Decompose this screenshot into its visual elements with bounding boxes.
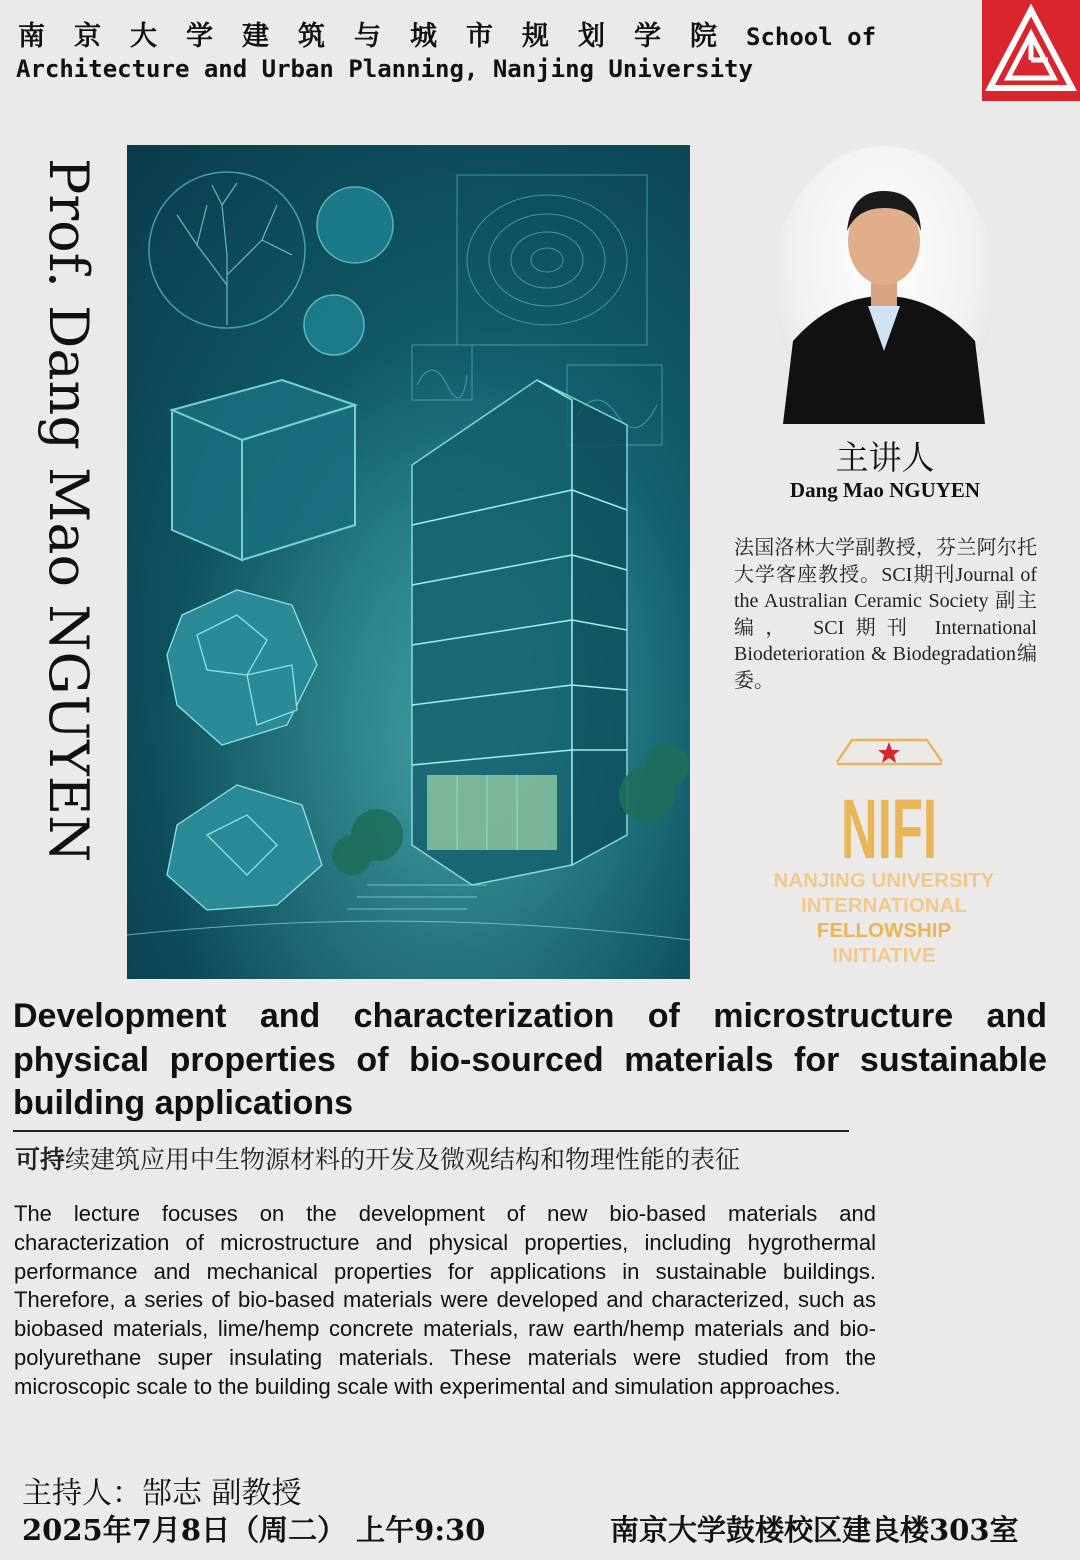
speaker-portrait bbox=[773, 146, 995, 424]
nifi-initiative-text bbox=[750, 868, 1018, 968]
talk-title-en: Development and characterization of microstructure and physical properties of bio-sourced materials for sustainable building applications bbox=[13, 997, 1047, 1122]
speaker-role-label: 主讲人 bbox=[835, 438, 935, 477]
school-name-en-inline: School of bbox=[746, 23, 877, 51]
illustration-art bbox=[127, 145, 690, 979]
nifi-line-2: INTERNATIONAL bbox=[801, 894, 967, 917]
talk-title-cn-rest: 续建筑应用中生物源材料的开发及微观结构和物理性能的表征 bbox=[65, 1145, 741, 1174]
event-venue: 南京大学鼓楼校区建良楼303室 bbox=[610, 1513, 1019, 1547]
speaker-bio: 法国洛林大学副教授，芬兰阿尔托大学客座教授。SCI期刊Journal of the Australian Ceramic Society 副主编， SCI期刊 International Biodeterioration & Biodegradation编委。 bbox=[734, 537, 1037, 692]
school-logo bbox=[982, 0, 1080, 101]
school-name-cn bbox=[18, 14, 876, 53]
talk-abstract: The lecture focuses on the development of new bio-based materials and characterization of microstructure and physical properties, including hygrothermal performance and mechanical properties for applications in sustainable buildings. Therefore, a series of bio-based materials were developed and characterized, such as biobased materials, lime/hemp concrete materials, raw earth/hemp materials and bio-polyurethane super insulating materials. These materials were studied from the microscopic scale to the building scale with experimental and simulation approaches. bbox=[14, 1201, 876, 1399]
title-divider bbox=[13, 1130, 849, 1132]
school-name-cn-text: 南京大学建筑与城市规划学院 bbox=[18, 21, 746, 52]
bio-materials-illustration bbox=[127, 145, 690, 979]
nifi-logo bbox=[832, 730, 947, 876]
host-info: 主持人：郜志 副教授 bbox=[22, 1476, 302, 1511]
speaker-photo bbox=[773, 146, 995, 424]
school-name-en: Architecture and Urban Planning, Nanjing University bbox=[16, 55, 753, 83]
nifi-line-1: NANJING UNIVERSITY bbox=[773, 869, 995, 892]
speaker-name: Dang Mao NGUYEN bbox=[789, 478, 981, 502]
nifi-emblem-icon bbox=[832, 730, 947, 876]
nifi-line-3: FELLOWSHIP bbox=[816, 919, 952, 942]
talk-title-cn bbox=[15, 1140, 740, 1176]
nifi-line-4: INITIATIVE bbox=[832, 944, 936, 967]
triangle-logo-icon bbox=[982, 0, 1080, 101]
speaker-vertical-name: Prof. Dang Mao NGUYEN bbox=[37, 158, 100, 863]
talk-title-cn-bold: 可持 bbox=[15, 1145, 66, 1174]
nifi-logo-letters: NIFI bbox=[841, 782, 937, 876]
event-datetime: 2025年7月8日（周二） 上午9:30 bbox=[22, 1513, 486, 1547]
